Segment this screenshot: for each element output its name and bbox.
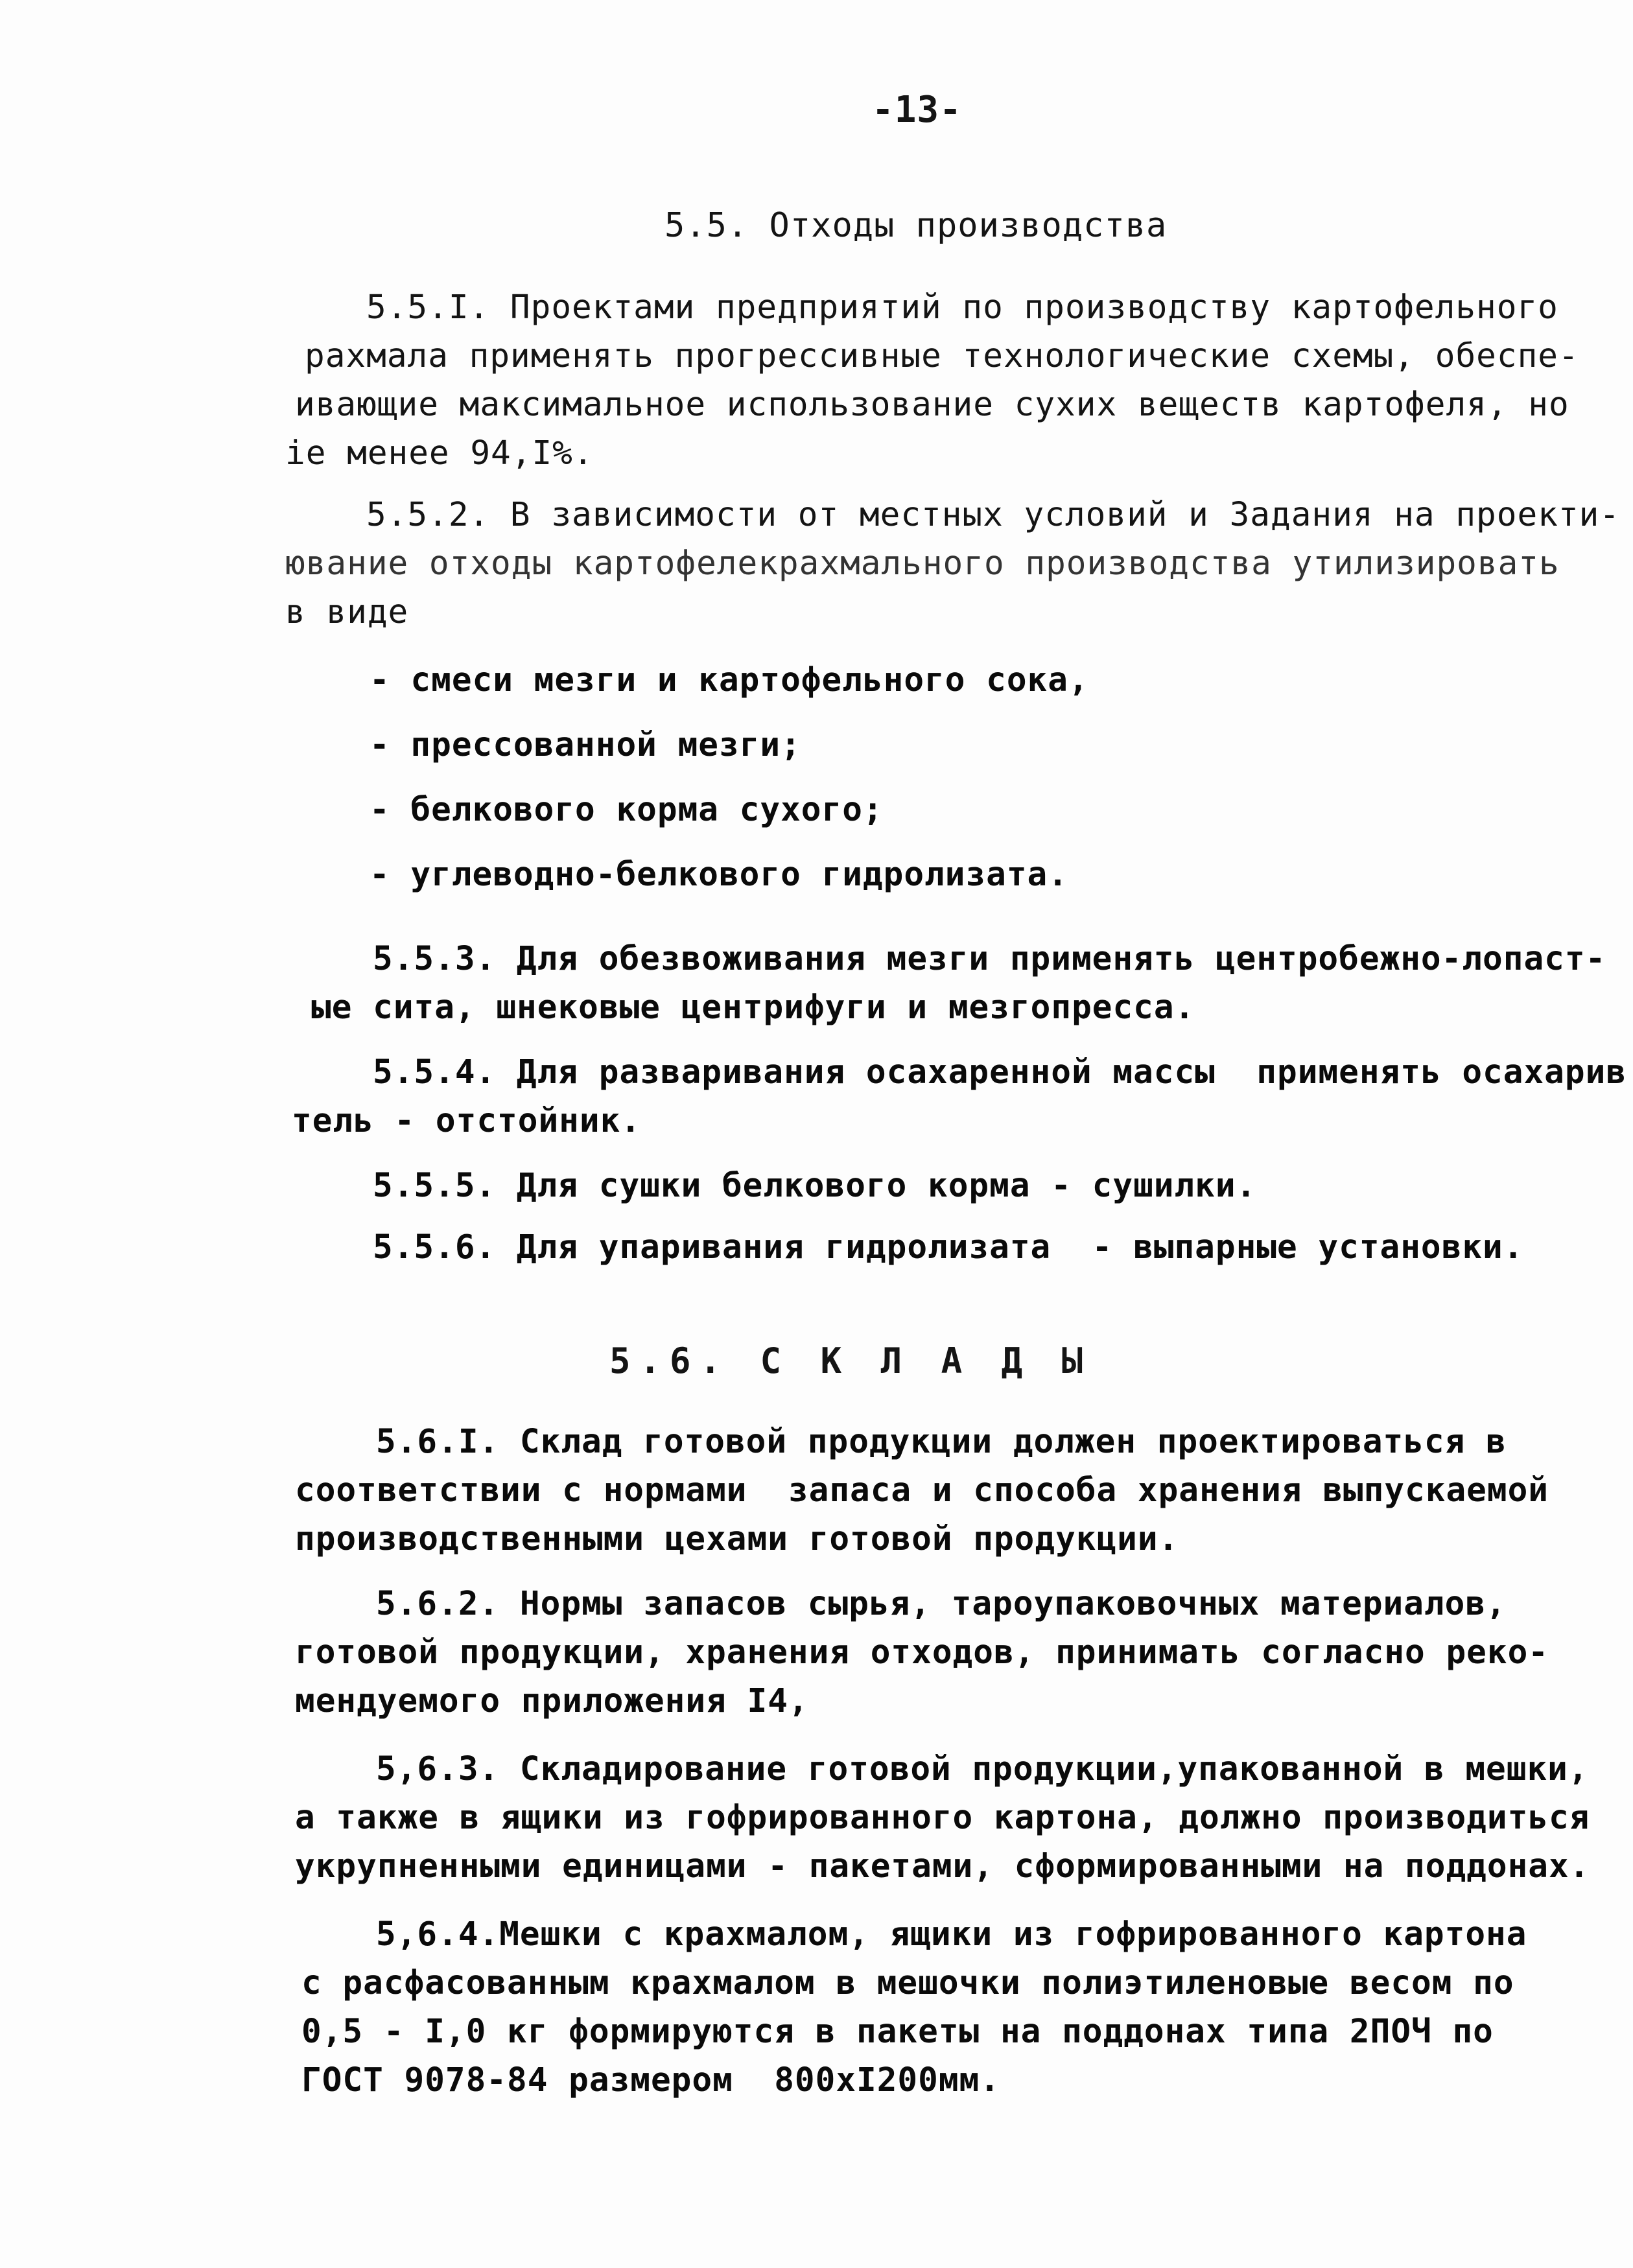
paragraph-5-5-2-line-3: в виде (285, 593, 409, 631)
paragraph-5-5-2-line-1: 5.5.2. В зависимости от местных условий и Задания на проекти- (366, 496, 1620, 534)
paragraph-5-6-2-line-2: готовой продукции, хранения отходов, принимать согласно реко- (295, 1633, 1549, 1672)
page-number: -13- (872, 89, 962, 131)
paragraph-5-6-2-line-3: мендуемого приложения I4, (295, 1682, 809, 1720)
paragraph-5-6-4-line-1: 5,6.4.Мешки с крахмалом, ящики из гофрированного картона (376, 1915, 1527, 1954)
paragraph-5-5-4-line-2: тель - отстойник. (292, 1102, 641, 1140)
bullet-item-1: - смеси мезги и картофельного сока, (370, 661, 1089, 699)
bullet-item-2: - прессованной мезги; (370, 726, 801, 764)
paragraph-5-6-3-line-2: а также в ящики из гофрированного картона, должно производиться (295, 1799, 1590, 1837)
bullet-item-3: - белкового корма сухого; (370, 791, 884, 829)
section-heading-5-6: 5.6. С К Л А Д Ы (609, 1340, 1092, 1381)
paragraph-5-6-1-line-3: производственными цехами готовой продукции. (295, 1520, 1179, 1558)
paragraph-5-6-3-line-3: укрупненными единицами - пакетами, сформированными на поддонах. (295, 1847, 1590, 1886)
paragraph-5-5-3-line-1: 5.5.3. Для обезвоживания мезги применять центробежно-лопаст- (373, 940, 1606, 978)
paragraph-5-5-1-line-1: 5.5.I. Проектами предприятий по производству картофельного (366, 288, 1558, 327)
paragraph-5-6-4-line-2: с расфасованным крахмалом в мешочки полиэтиленовые весом по (301, 1964, 1514, 2002)
paragraph-5-5-1-line-4: іе менее 94,I%. (285, 434, 594, 473)
paragraph-5-5-4-line-1: 5.5.4. Для разваривания осахаренной массы применять осахарив (373, 1053, 1627, 1092)
paragraph-5-6-2-line-1: 5.6.2. Нормы запасов сырья, тароупаковочных материалов, (376, 1585, 1507, 1623)
paragraph-5-5-2-line-2: ювание отходы картофелекрахмального производства утилизировать (285, 544, 1560, 583)
section-heading-5-5: 5.5. Отходы производства (664, 206, 1168, 245)
paragraph-5-5-1-line-2: рахмала применять прогрессивные технологические схемы, обеспе- (305, 337, 1579, 375)
bullet-item-4: - углеводно-белкового гидролизата. (370, 856, 1068, 894)
paragraph-5-6-4-line-4: ГОСТ 9078-84 размером 800хI200мм. (301, 2061, 1000, 2099)
paragraph-5-6-1-line-1: 5.6.I. Склад готовой продукции должен проектироваться в (376, 1423, 1507, 1461)
paragraph-5-5-6: 5.5.6. Для упаривания гидролизата - выпарные установки. (373, 1228, 1524, 1267)
paragraph-5-6-4-line-3: 0,5 - I,0 кг формируются в пакеты на поддонах типа 2ПОЧ по (301, 2013, 1494, 2051)
paragraph-5-5-1-line-3: ивающие максимальное использование сухих веществ картофеля, но (295, 386, 1569, 424)
paragraph-5-6-3-line-1: 5,6.3. Складирование готовой продукции,упакованной в мешки, (376, 1750, 1589, 1788)
paragraph-5-5-3-line-2: ые сита, шнековые центрифуги и мезгопресса. (311, 988, 1195, 1027)
paragraph-5-5-5: 5.5.5. Для сушки белкового корма - сушилки. (373, 1167, 1257, 1205)
paragraph-5-6-1-line-2: соответствии с нормами запаса и способа хранения выпускаемой (295, 1471, 1549, 1510)
